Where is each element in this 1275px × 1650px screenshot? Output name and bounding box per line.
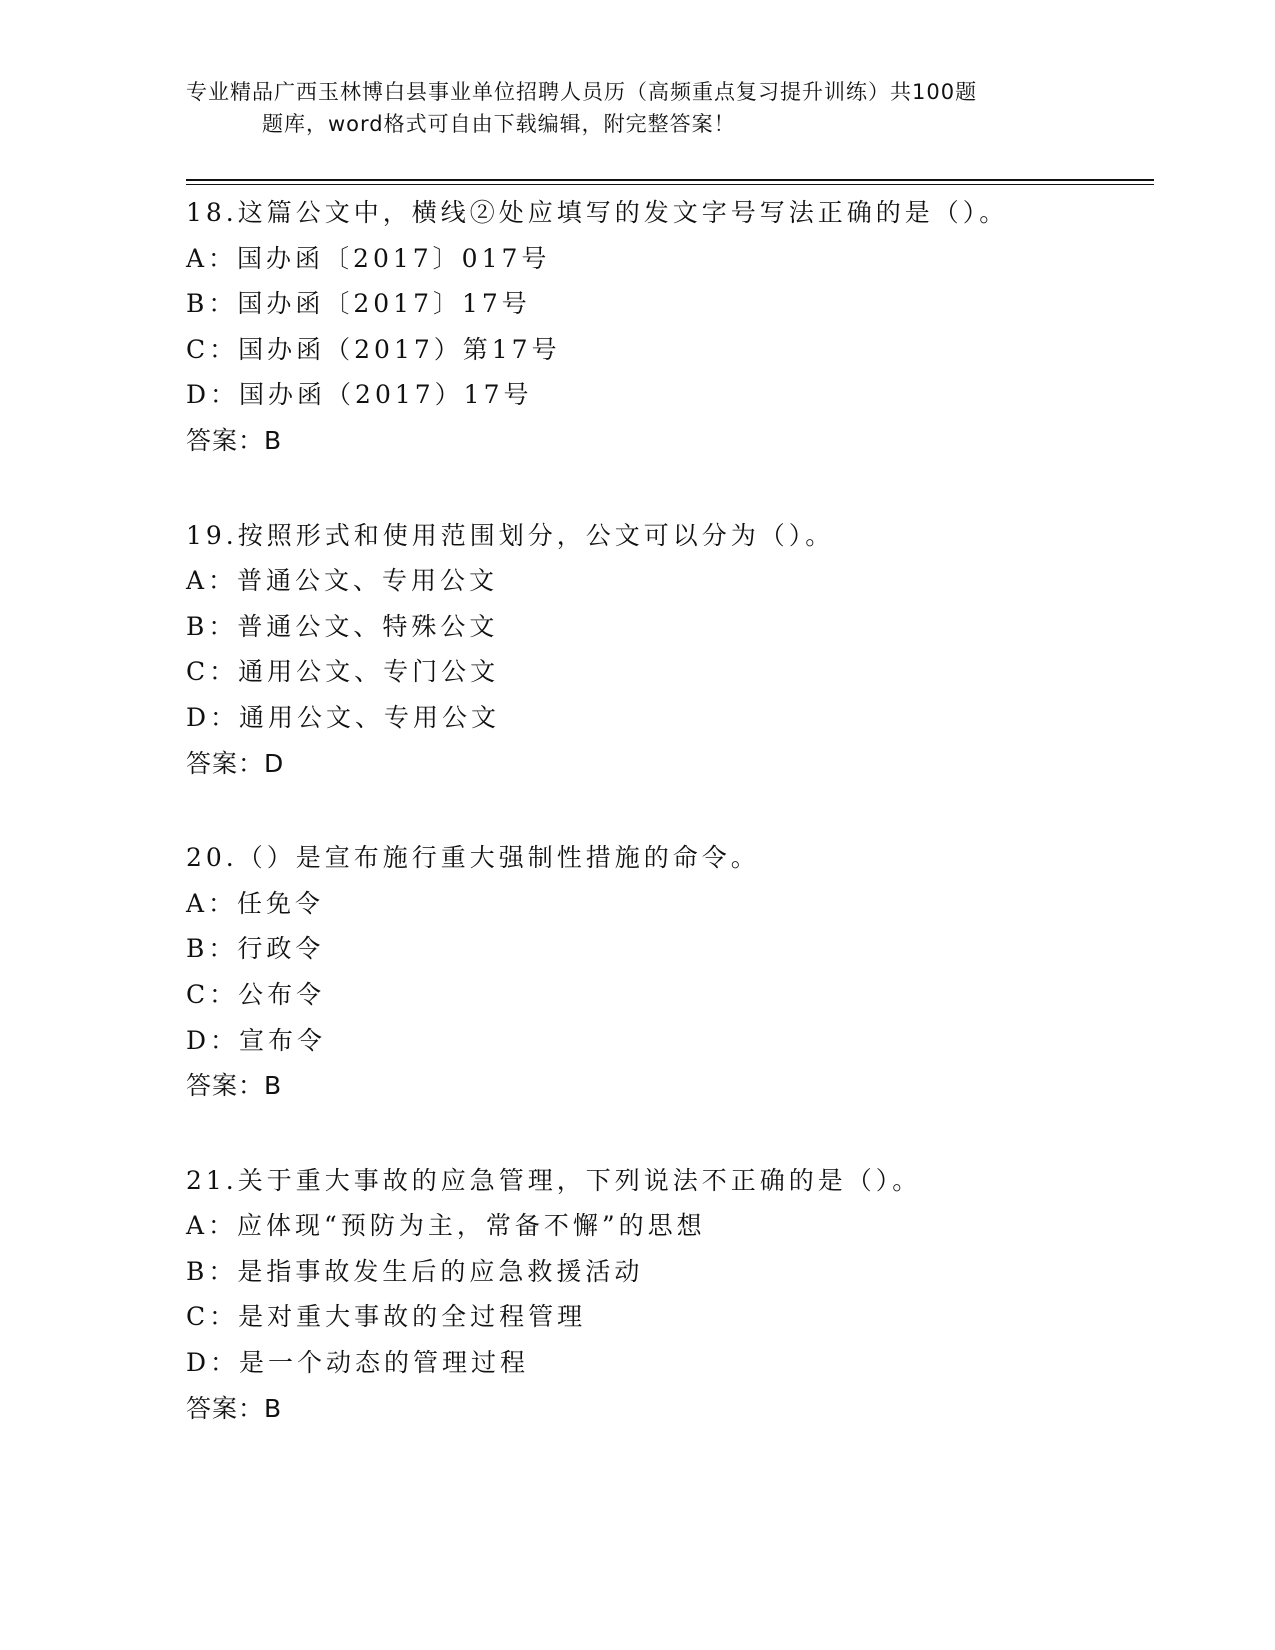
option-a: A：普通公文、专用公文 bbox=[186, 566, 499, 596]
option-b: B：普通公文、特殊公文 bbox=[186, 611, 499, 641]
option-d: D：通用公文、专用公文 bbox=[186, 702, 501, 732]
header-title-line-1: 专业精品广西玉林博白县事业单位招聘人员历（高频重点复习提升训练）共100题 bbox=[186, 80, 978, 104]
document-header bbox=[186, 76, 1086, 140]
question-stem: 20.（）是宣布施行重大强制性措施的命令。 bbox=[186, 843, 760, 873]
option-b: B：国办函〔2017〕17号 bbox=[186, 289, 531, 319]
question-19 bbox=[186, 513, 1146, 787]
option-a: A：应体现“预防为主，常备不懈”的思想 bbox=[186, 1211, 706, 1241]
option-b: B：行政令 bbox=[186, 934, 325, 964]
header-divider-thick bbox=[186, 179, 1154, 181]
option-c: C：通用公文、专门公文 bbox=[186, 657, 500, 687]
answer: 答案：B bbox=[186, 1393, 283, 1423]
question-list bbox=[186, 190, 1146, 1480]
option-c: C：国办函（2017）第17号 bbox=[186, 334, 561, 364]
option-b: B：是指事故发生后的应急救援活动 bbox=[186, 1256, 644, 1286]
option-c: C：是对重大事故的全过程管理 bbox=[186, 1302, 587, 1332]
option-c: C：公布令 bbox=[186, 979, 326, 1009]
answer: 答案：D bbox=[186, 748, 285, 778]
option-d: D：宣布令 bbox=[186, 1025, 327, 1055]
option-d: D：国办函（2017）17号 bbox=[186, 380, 533, 410]
option-d: D：是一个动态的管理过程 bbox=[186, 1348, 530, 1378]
question-stem: 18.这篇公文中，横线②处应填写的发文字号写法正确的是（）。 bbox=[186, 198, 1009, 227]
header-title-line-2: 题库，word格式可自由下载编辑，附完整答案！ bbox=[262, 112, 736, 136]
option-a: A：任免令 bbox=[186, 888, 325, 918]
option-a: A：国办函〔2017〕017号 bbox=[186, 243, 551, 273]
header-divider-thin bbox=[186, 184, 1154, 185]
answer: 答案：B bbox=[186, 1071, 283, 1101]
answer: 答案：B bbox=[186, 425, 283, 455]
question-18 bbox=[186, 190, 1146, 464]
question-21 bbox=[186, 1158, 1146, 1432]
question-stem: 21.关于重大事故的应急管理，下列说法不正确的是（）。 bbox=[186, 1165, 922, 1195]
question-stem: 19.按照形式和使用范围划分，公文可以分为（）。 bbox=[186, 520, 835, 550]
question-20 bbox=[186, 835, 1146, 1109]
